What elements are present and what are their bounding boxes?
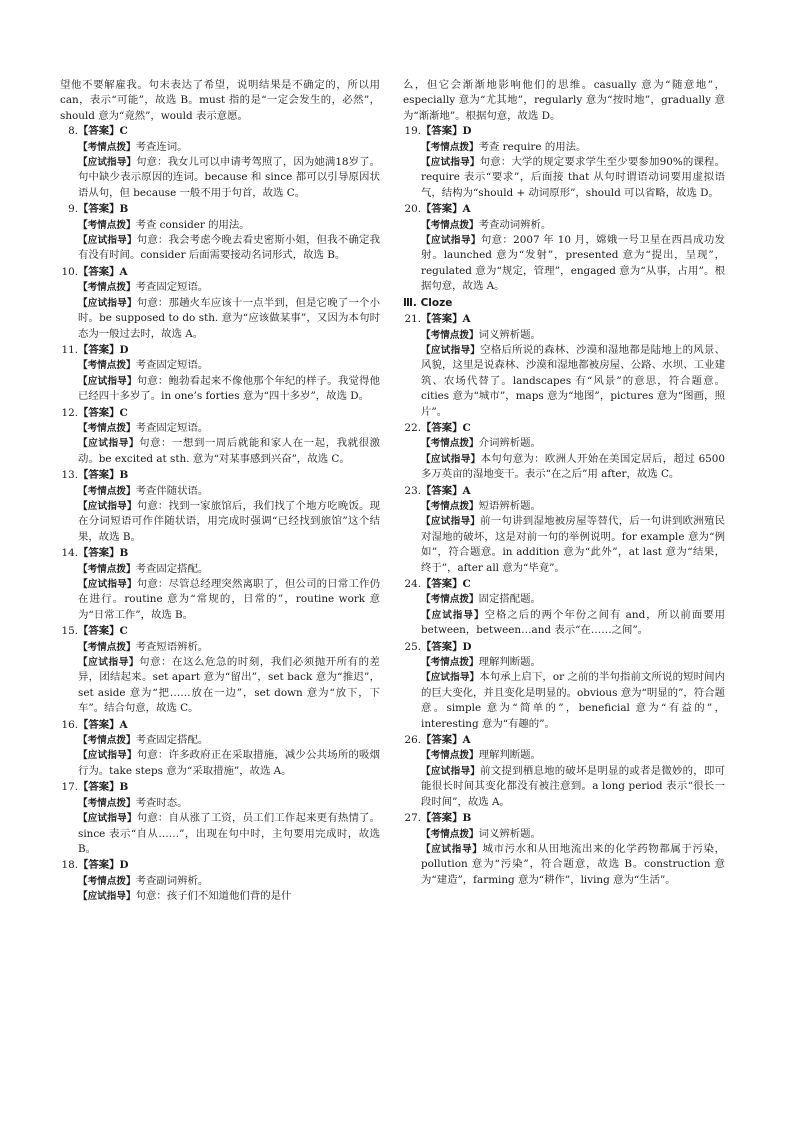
question-number: 9. bbox=[68, 203, 78, 216]
guidance-text: 句意：大学的规定要求学生至少要参加90%的课程。require 表示“要求”，后面接 that 从句时谓语动词要用虚拟语气，结构为“should + 动词原形”，should 可以省略，故选 D。 bbox=[421, 156, 726, 199]
key-point-text: 考查固定短语。 bbox=[135, 281, 209, 294]
guidance-text: 前文提到栖息地的破坏是明显的或者是微妙的，即可能很长时间其变化都没有被注意到。a long period 表示“很长一段时间”，故选 A。 bbox=[421, 764, 726, 808]
guidance-text: 句意：自从涨了工资，员工们工作起来更有热情了。since 表示“自从……”，出现在句中时，主句要用完成时，故选 B。 bbox=[78, 812, 381, 855]
right-answer-list-grammar bbox=[403, 124, 725, 294]
guidance-label: 【应试指导】 bbox=[78, 235, 137, 247]
guidance-label: 【应试指导】 bbox=[78, 297, 137, 309]
key-point-label: 【考情点拨】 bbox=[78, 797, 136, 809]
question-number: 11. bbox=[61, 343, 78, 356]
guidance-text: 句意：那趟火车应该十一点半到，但是它晚了一个小时。be supposed to do sth. 意为“应该做某事”，又因为本句时态为一般过去时，故选 A。 bbox=[78, 296, 381, 340]
guidance-label: 【应试指导】 bbox=[421, 609, 485, 621]
key-point-label: 【考情点拨】 bbox=[421, 594, 479, 606]
guidance-label: 【应试指导】 bbox=[78, 438, 140, 450]
guidance-label: 【应试指导】 bbox=[78, 813, 137, 825]
key-point-label: 【考情点拨】 bbox=[421, 141, 479, 153]
answer-label: 【答案】C bbox=[421, 421, 471, 434]
key-point-text: 词义辨析题。 bbox=[478, 328, 541, 341]
key-point-text: 考查 require 的用法。 bbox=[478, 140, 587, 153]
answer-item bbox=[60, 624, 380, 716]
guidance-text: 本句句意为：欧洲人开始在美国定居后，超过 6500 多万英亩的湿地变干。表示“在之后”用 after，故选 C。 bbox=[421, 452, 726, 481]
question-number: 20. bbox=[404, 203, 421, 216]
answer-label: 【答案】D bbox=[78, 859, 129, 872]
answer-item bbox=[403, 312, 725, 420]
answer-label: 【答案】B bbox=[78, 547, 129, 560]
question-number: 18. bbox=[61, 859, 78, 872]
answer-label: 【答案】B bbox=[78, 203, 129, 216]
key-point-label: 【考情点拨】 bbox=[78, 735, 136, 747]
guidance-text: 句意：我女儿可以申请考驾照了，因为她满18岁了。句中缺少表示原因的连词。because 和 since 都可以引导原因状语从句，但 because 一般不用于句首，故选 C。 bbox=[78, 156, 380, 199]
answer-item bbox=[403, 421, 725, 483]
key-point-text: 理解判断题。 bbox=[478, 656, 541, 669]
answer-item bbox=[403, 577, 725, 639]
answer-label: 【答案】B bbox=[78, 781, 129, 794]
key-point-label: 【考情点拨】 bbox=[421, 219, 479, 231]
answer-label: 【答案】C bbox=[78, 406, 128, 419]
guidance-text: 句意：我会考虑今晚去看史密斯小姐，但我不确定我有没有时间。consider 后面需要接动名词形式，故选 B。 bbox=[78, 234, 381, 262]
answer-item bbox=[60, 468, 380, 545]
answer-label: 【答案】D bbox=[421, 640, 472, 653]
key-point-label: 【考情点拨】 bbox=[78, 141, 136, 153]
guidance-text: 城市污水和从田地流出来的化学药物都属于污染，pollution 意为“污染”，符合题意，故选 B。construction 意为“建造”，farming 意为“耕作”，living 意为“生活”。 bbox=[421, 842, 726, 886]
guidance-label: 【应试指导】 bbox=[78, 657, 140, 669]
key-point-label: 【考情点拨】 bbox=[421, 750, 479, 762]
question-number: 27. bbox=[404, 812, 421, 825]
guidance-text: 句意：尽管总经理突然离职了，但公司的日常工作仍在进行。routine 意为“常规的，日常的”，routine work 意为“日常工作”，故选 B。 bbox=[78, 578, 381, 621]
guidance-text: 句意：许多政府正在采取措施，减少公共场所的吸烟行为。take steps 意为“采取措施”，故选 A。 bbox=[78, 749, 381, 777]
key-point-label: 【考情点拨】 bbox=[78, 641, 136, 653]
guidance-label: 【应试指导】 bbox=[78, 750, 137, 762]
answer-item bbox=[60, 858, 380, 904]
answer-item bbox=[60, 780, 380, 857]
guidance-label: 【应试指导】 bbox=[421, 235, 481, 247]
question-number: 25. bbox=[404, 640, 421, 653]
question-number: 8. bbox=[68, 125, 78, 138]
key-point-text: 考查固定短语。 bbox=[135, 359, 209, 372]
answer-label: 【答案】D bbox=[78, 343, 129, 356]
guidance-label: 【应试指导】 bbox=[421, 765, 481, 777]
key-point-text: 考查固定搭配。 bbox=[135, 734, 209, 747]
guidance-label: 【应试指导】 bbox=[78, 579, 137, 590]
left-intro-paragraph: 望他不要解雇我。句末表达了希望，说明结果是不确定的，所以用 can，表示“可能”，故选 B。must 指的是“一定会发生的，必然”，should 意为“竟然”，would 表示意愿。 bbox=[60, 79, 380, 122]
key-point-text: 理解判断题。 bbox=[478, 749, 541, 762]
guidance-label: 【应试指导】 bbox=[78, 891, 136, 903]
key-point-label: 【考情点拨】 bbox=[78, 422, 136, 434]
answer-item bbox=[403, 733, 725, 810]
right-column bbox=[403, 78, 725, 889]
key-point-label: 【考情点拨】 bbox=[78, 360, 136, 372]
key-point-label: 【考情点拨】 bbox=[78, 282, 136, 294]
answer-label: 【答案】A bbox=[421, 313, 471, 326]
right-answer-list-cloze bbox=[403, 312, 725, 888]
question-number: 26. bbox=[404, 734, 421, 747]
answer-item bbox=[403, 484, 725, 576]
right-intro-paragraph: 么，但它会渐渐地影响他们的思维。casually 意为“随意地”，especially 意为“尤其地”，regularly 意为“按时地”，gradually 意为“渐渐地”。根据句意，故选 D。 bbox=[403, 79, 725, 122]
guidance-text: 句意：鲍勃看起来不像他那个年纪的样子。我觉得他已经四十多岁了。in one’s forties 意为“四十多岁”，故选 D。 bbox=[78, 374, 381, 403]
left-column bbox=[60, 78, 380, 906]
guidance-text: 空格后所说的森林、沙漠和湿地都是陆地上的风景、风貌，这里是说森林、沙漠和湿地都被房屋、公路、水坝、工业建筑、农场代替了。landscapes 有“风景”的意思，符合题意。cities 意为“城市”，maps 意为“地图”，pictures 意为“图画，照片”。 bbox=[421, 343, 726, 418]
guidance-label: 【应试指导】 bbox=[421, 843, 483, 855]
key-point-label: 【考情点拨】 bbox=[421, 329, 479, 341]
guidance-text: 句意：孩子们不知道他们背的是什 bbox=[135, 890, 292, 903]
key-point-text: 考查动词辨析。 bbox=[478, 218, 552, 231]
answer-label: 【答案】D bbox=[421, 125, 472, 138]
answer-item bbox=[403, 811, 725, 888]
key-point-text: 考查伴随状语。 bbox=[135, 484, 209, 497]
key-point-text: 考查副词辨析。 bbox=[135, 874, 209, 887]
guidance-text: 句意：2007 年 10 月，嫦娥一号卫星在西昌成功发射。launched 意为“发射”，presented 意为“提出，呈现”，regulated 意为“规定，管理”，engaged 意为“从事，占用”。根据句意，故选 A。 bbox=[421, 234, 726, 293]
key-point-label: 【考情点拨】 bbox=[421, 657, 479, 669]
question-number: 22. bbox=[404, 421, 421, 434]
key-point-label: 【考情点拨】 bbox=[78, 219, 136, 231]
answer-label: 【答案】B bbox=[421, 812, 472, 825]
answer-item bbox=[60, 718, 380, 780]
question-number: 15. bbox=[61, 625, 78, 638]
question-number: 16. bbox=[61, 718, 78, 731]
guidance-label: 【应试指导】 bbox=[421, 344, 481, 356]
question-number: 21. bbox=[404, 313, 421, 326]
key-point-text: 考查 consider 的用法。 bbox=[135, 218, 250, 231]
answer-label: 【答案】C bbox=[421, 578, 471, 590]
key-point-text: 介词辨析题。 bbox=[478, 437, 541, 450]
question-number: 12. bbox=[61, 406, 78, 419]
guidance-label: 【应试指导】 bbox=[421, 672, 480, 684]
answer-item bbox=[60, 124, 380, 201]
key-point-text: 词义辨析题。 bbox=[478, 827, 541, 840]
answer-item bbox=[60, 265, 380, 342]
answer-label: 【答案】C bbox=[78, 625, 128, 638]
key-point-label: 【考情点拨】 bbox=[421, 828, 479, 840]
left-answer-list bbox=[60, 124, 380, 904]
answer-label: 【答案】A bbox=[421, 484, 471, 497]
answer-label: 【答案】A bbox=[421, 734, 471, 747]
answer-item bbox=[60, 406, 380, 468]
guidance-text: 本句承上启下，or 之前的半句指前文所说的短时间内的巨大变化，并且变化是明显的。obvious 意为“明显的”，符合题意。simple 意为“简单的”，beneficial 意为“有益的”，interesting 意为“有趣的”。 bbox=[421, 671, 726, 730]
question-number: 23. bbox=[404, 484, 421, 497]
answer-item bbox=[60, 546, 380, 623]
key-point-text: 考查连词。 bbox=[135, 140, 188, 153]
guidance-text: 前一句讲到湿地被房屋等替代，后一句讲到欧洲殖民对湿地的破坏，这是对前一句的举例说明。for example 意为“例如”，符合题意。in addition 意为“此外”，at last 意为“结果，终于”，after all 意为“毕竟”。 bbox=[421, 515, 726, 574]
key-point-label: 【考情点拨】 bbox=[78, 563, 136, 575]
key-point-label: 【考情点拨】 bbox=[421, 500, 479, 512]
answer-item bbox=[403, 640, 725, 732]
key-point-text: 考查固定搭配。 bbox=[135, 562, 209, 575]
guidance-label: 【应试指导】 bbox=[78, 500, 137, 512]
guidance-label: 【应试指导】 bbox=[421, 453, 481, 465]
guidance-label: 【应试指导】 bbox=[421, 157, 480, 169]
answer-label: 【答案】B bbox=[78, 469, 129, 482]
answer-label: 【答案】A bbox=[78, 718, 128, 731]
guidance-text: 句意：一想到一周后就能和家人在一起，我就很激动。be excited at sth. 意为“对某事感到兴奋”，故选 C。 bbox=[78, 437, 381, 465]
key-point-label: 【考情点拨】 bbox=[78, 875, 136, 887]
key-point-text: 考查固定短语。 bbox=[135, 421, 209, 434]
question-number: 10. bbox=[61, 265, 78, 278]
guidance-label: 【应试指导】 bbox=[78, 157, 137, 169]
key-point-text: 考查时态。 bbox=[135, 796, 188, 809]
key-point-text: 考查短语辨析。 bbox=[135, 640, 209, 653]
answer-item bbox=[60, 343, 380, 405]
guidance-text: 空格之后的两个年份之间有 and，所以前面要用 between，between…and 表示“在……之间”。 bbox=[421, 608, 726, 637]
question-number: 13. bbox=[61, 469, 78, 482]
key-point-label: 【考情点拨】 bbox=[421, 438, 479, 450]
question-number: 24. bbox=[404, 578, 421, 590]
answer-item bbox=[403, 202, 725, 294]
question-number: 17. bbox=[61, 781, 78, 794]
answer-label: 【答案】C bbox=[78, 125, 128, 138]
guidance-text: 句意：找到一家旅馆后，我们找了个地方吃晚饭。现在分词短语可作伴随状语，用完成时强调“已经找到旅馆”这个结果，故选 B。 bbox=[78, 499, 381, 543]
key-point-label: 【考情点拨】 bbox=[78, 485, 136, 497]
guidance-text: 句意：在这么危急的时刻，我们必须抛开所有的差异，团结起来。set apart 意为“留出”，set back 意为“推迟”，set aside 意为“把……放在一边”，set down 意为“放下，下车”。结合句意，故选 C。 bbox=[78, 656, 381, 715]
guidance-label: 【应试指导】 bbox=[421, 516, 481, 528]
answer-item bbox=[60, 202, 380, 264]
question-number: 14. bbox=[61, 547, 78, 560]
guidance-label: 【应试指导】 bbox=[78, 375, 137, 387]
section-title-cloze: Ⅲ. Cloze bbox=[403, 296, 453, 309]
answer-label: 【答案】A bbox=[421, 203, 471, 216]
answer-item bbox=[403, 124, 725, 201]
key-point-text: 固定搭配题。 bbox=[478, 593, 541, 606]
key-point-text: 短语辨析题。 bbox=[478, 499, 541, 512]
answer-label: 【答案】A bbox=[78, 265, 128, 278]
question-number: 19. bbox=[404, 125, 421, 138]
